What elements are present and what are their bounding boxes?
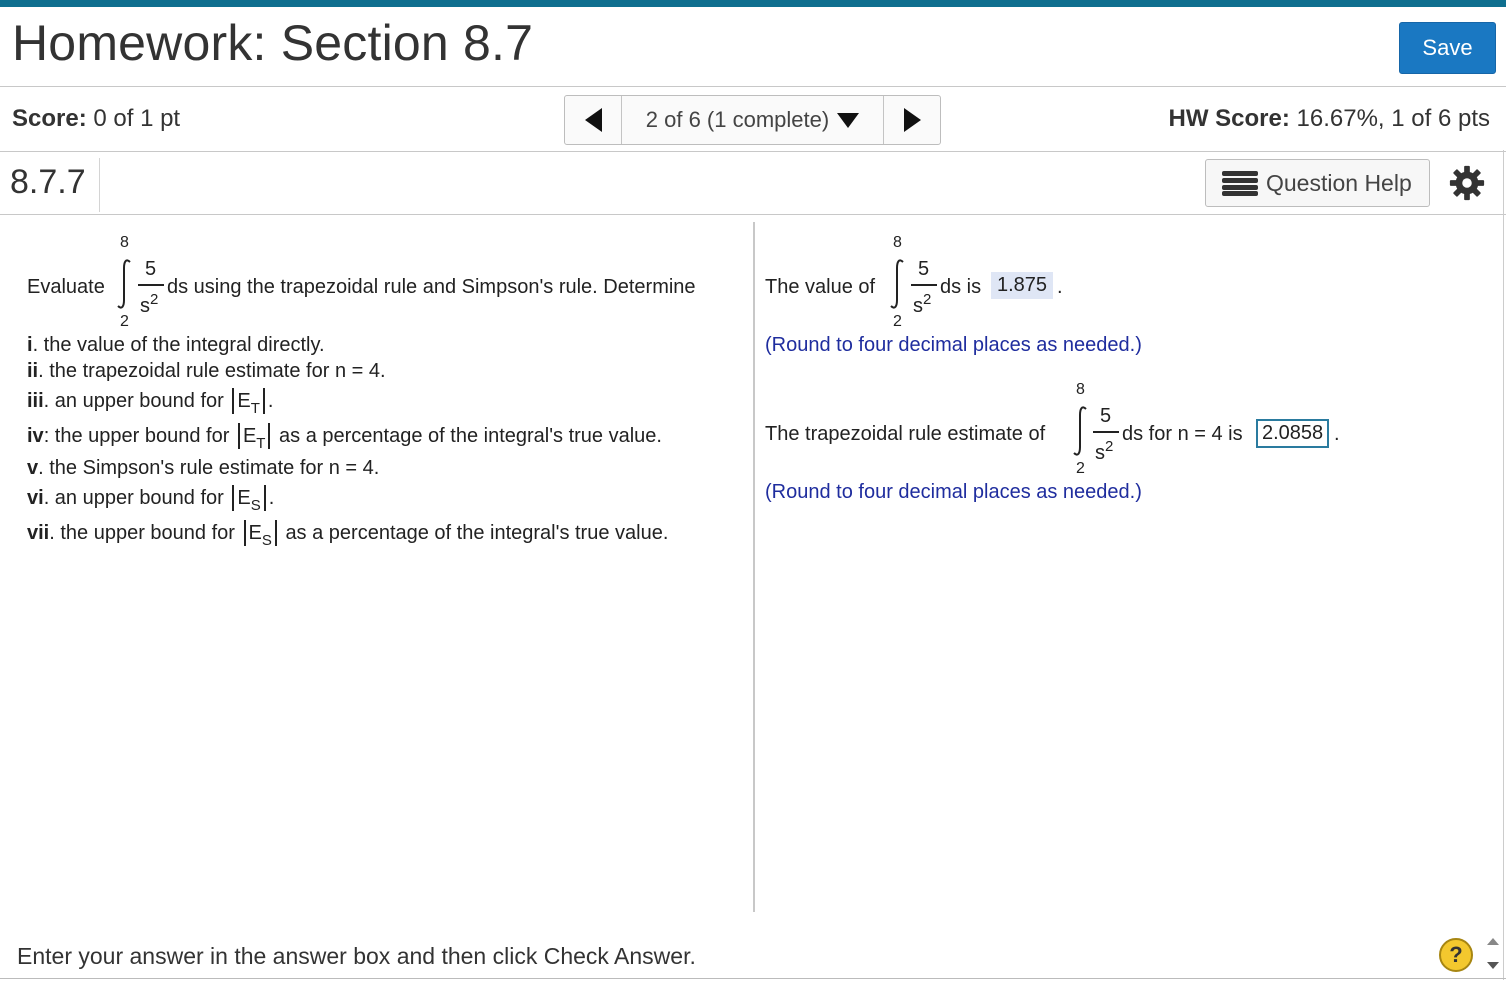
next-question-button[interactable] — [884, 96, 940, 144]
upper-limit: 8 — [1076, 381, 1085, 398]
list-icon — [1222, 171, 1258, 195]
scroll-down-arrow[interactable] — [1487, 962, 1499, 969]
score-value: 0 of 1 pt — [86, 105, 181, 132]
answer-2-input[interactable]: 2.0858 — [1256, 419, 1329, 448]
triangle-right-icon — [904, 108, 921, 132]
numerator: 5 — [145, 258, 157, 280]
round-note: (Round to four decimal places as needed.) — [765, 481, 1142, 503]
upper-limit: 8 — [120, 234, 129, 251]
lower-limit: 2 — [120, 313, 129, 330]
answer-1-value[interactable]: 1.875 — [991, 272, 1053, 299]
fraction-bar — [138, 284, 164, 286]
divider — [0, 978, 1506, 979]
list-item: iv: the upper bound for $E_T$ as a percentage of the integral's true value. — [27, 425, 662, 452]
divider — [99, 158, 100, 212]
period: . — [1057, 276, 1063, 298]
answer-1-prefix: The value of — [765, 276, 876, 298]
answer-1-mid: ds is — [940, 276, 982, 298]
top-accent-bar — [0, 0, 1506, 7]
chevron-down-icon — [837, 113, 859, 128]
lower-limit: 2 — [1076, 460, 1085, 477]
integral-sign — [888, 258, 906, 310]
upper-limit: 8 — [893, 234, 902, 251]
scroll-up-arrow[interactable] — [1487, 938, 1499, 945]
question-number: 8.7.7 — [10, 163, 86, 201]
question-selector[interactable] — [621, 96, 884, 144]
page-title: Homework: Section 8.7 — [12, 15, 534, 71]
denominator: $s^2$ — [1095, 438, 1114, 464]
question-position: 2 of 6 (1 complete) — [645, 107, 830, 132]
fraction-bar — [1093, 431, 1119, 433]
period: . — [1334, 423, 1340, 445]
denominator: $s^2$ — [140, 291, 159, 317]
score-label: Score: — [12, 105, 87, 132]
question-navigator — [564, 95, 941, 145]
lower-limit: 2 — [893, 313, 902, 330]
answer-2-prefix: The trapezoidal rule estimate of — [765, 423, 1046, 445]
hw-score — [1169, 105, 1491, 133]
denominator: $s^2$ — [913, 291, 932, 317]
divider — [0, 86, 1506, 87]
evaluate-label: Evaluate — [27, 276, 105, 298]
list-item: iii. an upper bound for $E_T$ . — [27, 390, 274, 417]
list-item: vi. an upper bound for $E_S$ . — [27, 487, 275, 514]
fraction-bar — [911, 284, 937, 286]
numerator: 5 — [1100, 405, 1112, 427]
gear-icon[interactable] — [1448, 164, 1486, 202]
numerator: 5 — [918, 258, 930, 280]
integral-sign — [1071, 405, 1089, 457]
divider — [0, 151, 1506, 152]
hw-score-value: 16.67%, 1 of 6 pts — [1289, 105, 1490, 132]
scrollbar-track — [1503, 150, 1504, 980]
list-item: vii. the upper bound for $E_S$ as a percentage of the integral's true value. — [27, 522, 669, 549]
column-divider — [753, 222, 755, 912]
triangle-left-icon — [585, 108, 602, 132]
integral-sign — [115, 258, 133, 310]
round-note: (Round to four decimal places as needed.) — [765, 334, 1142, 356]
answer-2-mid: ds for n = 4 is — [1122, 423, 1243, 445]
question-help-button[interactable] — [1205, 159, 1430, 207]
problem-statement: ds using the trapezoidal rule and Simpson's rule. Determine — [167, 276, 696, 298]
list-item: v. the Simpson's rule estimate for n = 4. — [27, 457, 380, 479]
question-help-label: Question Help — [1266, 169, 1412, 196]
save-button[interactable]: Save — [1399, 22, 1496, 74]
help-circle-icon[interactable]: ? — [1439, 938, 1473, 972]
previous-question-button[interactable] — [565, 96, 621, 144]
list-item: i. the value of the integral directly. — [27, 334, 325, 356]
score — [12, 105, 180, 133]
divider — [0, 214, 1506, 215]
instruction-text: Enter your answer in the answer box and then click Check Answer. — [17, 943, 696, 969]
list-item: ii. the trapezoidal rule estimate for n = 4. — [27, 360, 386, 382]
hw-score-label: HW Score: — [1168, 105, 1290, 132]
